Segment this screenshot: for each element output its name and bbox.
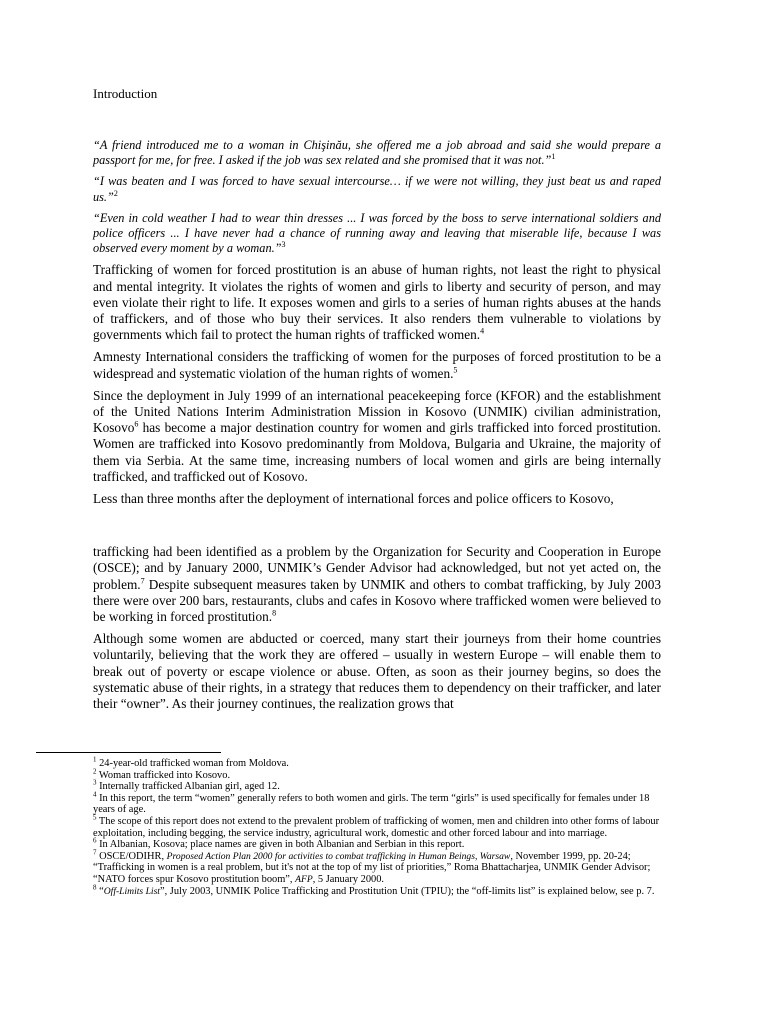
footnote-ref[interactable]: 8 (272, 608, 277, 618)
footnote-text: Internally trafficked Albanian girl, aged 12. (96, 781, 280, 793)
footnote-source: AFP (295, 873, 313, 885)
footnote-number: 2 (93, 767, 97, 776)
footnote-number: 8 (93, 883, 97, 892)
footnote-ref[interactable]: 5 (453, 365, 458, 375)
testimony-quote-2 (93, 174, 661, 204)
footnote-title: Off-Limits List (103, 885, 160, 897)
paragraph-3 (93, 388, 661, 485)
footnote-text: , 5 January 2000. (312, 873, 384, 885)
footnote-text: In Albanian, Kosova; place names are given in both Albanian and Serbian in this report. (96, 839, 465, 851)
footnote-ref[interactable]: 2 (113, 188, 118, 198)
footnote-ref[interactable]: 6 (134, 419, 139, 429)
paragraph-text: has become a major destination country for women and girls trafficked into forced prostitution. Women are trafficked into Kosovo predominantly from Moldova, Bulgaria and Ukraine, the majority of them via Serbia. At the same time, increasing numbers of local women and girls are being internally trafficked, and trafficked out of Kosovo. (93, 420, 661, 484)
footnote-number: 5 (93, 813, 97, 822)
footnote-number: 4 (93, 790, 97, 799)
footnote-ref[interactable]: 7 (140, 576, 145, 586)
footnote-3 (93, 778, 661, 793)
paragraph-text: Trafficking of women for forced prostitution is an abuse of human rights, not least the right to physical and mental integrity. It violates the rights of women and girls to liberty and security of person, and may even violate their right to life. It exposes women and girls to a series of human rights abuses at the hands of traffickers, and of those who buy their services. It also renders them vulnerable to violations by governments which fail to protect the human rights of trafficked women. (93, 262, 661, 343)
footnote-title: Proposed Action Plan 2000 for activities to combat trafficking in Human Beings, Warsaw (166, 850, 511, 862)
paragraph-text: Amnesty International considers the trafficking of women for the purposes of forced prostitution to be a widespread and systematic violation of the human rights of women. (93, 349, 661, 381)
footnote-5 (93, 813, 661, 839)
footnote-text: In this report, the term “women” generally refers to both women and girls. The term “girls” is used specifically for females under 18 years of age. (93, 792, 650, 816)
section-heading: Introduction (93, 86, 158, 101)
footnote-text: ”, July 2003, UNMIK Police Trafficking and Prostitution Unit (TPIU); the “off-limits list” is explained below, see p. 7. (159, 885, 655, 897)
footnote-text: 24-year-old trafficked woman from Moldova. (96, 758, 289, 769)
paragraph-5 (93, 544, 661, 625)
quote-text: “I was beaten and I was forced to have sexual intercourse… if we were not willing, they just beat us and raped us.” (93, 174, 661, 204)
paragraph-text: Despite subsequent measures taken by UNMIK and others to combat trafficking, by July 2003 there were over 200 bars, restaurants, clubs and cafes in Kosovo where trafficked women were believed to be working in forced prostitution. (93, 576, 661, 625)
footnote-8 (93, 883, 661, 898)
footnote-separator (36, 752, 221, 753)
footnote-text: “ (96, 885, 104, 897)
paragraph-text: Although some women are abducted or coerced, many start their journeys from their home countries voluntarily, believing that the work they are offered – usually in western Europe – will enable them to break out of poverty or escape violence or abuse. Often, as soon as their journey begins, so does the systematic abuse of their rights, in a strategy that reduces them to dependency on their trafficker, and later their “owner”. As their journey continues, the realization grows that (93, 631, 661, 712)
footnote-1 (93, 755, 661, 770)
footnote-text: The scope of this report does not extend to the prevalent problem of trafficking of women, men and children into other forms of labour exploitation, including begging, the service industry, agricultural work, domestic and other forced labour and into marriage. (93, 815, 660, 839)
footnote-text: Woman trafficked into Kosovo. (96, 769, 231, 781)
main-text (93, 86, 661, 718)
quote-text: “Even in cold weather I had to wear thin dresses ... I was forced by the boss to serve international soldiers and police officers ... I have never had a chance of running away and leaving that miserable life, because I was observed every moment by a woman.” (93, 210, 661, 256)
paragraph-6 (93, 631, 661, 712)
footnote-number: 1 (93, 755, 97, 764)
footnote-text: OSCE/ODIHR, (96, 850, 167, 862)
paragraph-1 (93, 262, 661, 343)
paragraph-text: Less than three months after the deployment of international forces and police officers to Kosovo, (93, 491, 614, 507)
footnote-ref[interactable]: 3 (281, 240, 286, 250)
page-gap (93, 513, 661, 544)
paragraph-2 (93, 349, 661, 381)
testimony-quote-1 (93, 138, 661, 168)
footnote-6 (93, 836, 661, 851)
footnote-number: 3 (93, 778, 97, 787)
footnote-ref[interactable]: 4 (480, 326, 485, 336)
footnote-7 (93, 848, 661, 886)
paragraph-text: Since the deployment in July 1999 of an international peacekeeping force (KFOR) and the establishment of the United Nations Interim Administration Mission in Kosovo (UNMIK) civilian administration, Kosovo (93, 387, 661, 436)
quote-text: “A friend introduced me to a woman in Chişinău, she offered me a job abroad and said she would prepare a passport for me, for free. I asked if the job was sex related and she promised that it was not.” (93, 138, 661, 168)
footnote-2 (93, 767, 661, 782)
footnote-text: , November 1999, pp. 20-24; “Trafficking in women is a real problem, but it's not at the top of my list of priorities,” Roma Bhattacharjea, UNMIK Gender Advisor; “NATO forces spur Kosovo prostitution boom”, (93, 850, 651, 885)
footnote-4 (93, 790, 661, 816)
paragraph-text: trafficking had been identified as a problem by the Organization for Security and Cooperation in Europe (OSCE); and by January 2000, UNMIK’s Gender Advisor had acknowledged, but not yet acted on, the problem. (93, 544, 661, 592)
footnote-number: 6 (93, 836, 97, 845)
footnote-ref[interactable]: 1 (551, 152, 556, 162)
footnotes (93, 755, 661, 897)
paragraph-4 (93, 491, 661, 507)
footnote-number: 7 (93, 848, 97, 857)
testimony-quote-3 (93, 211, 661, 257)
